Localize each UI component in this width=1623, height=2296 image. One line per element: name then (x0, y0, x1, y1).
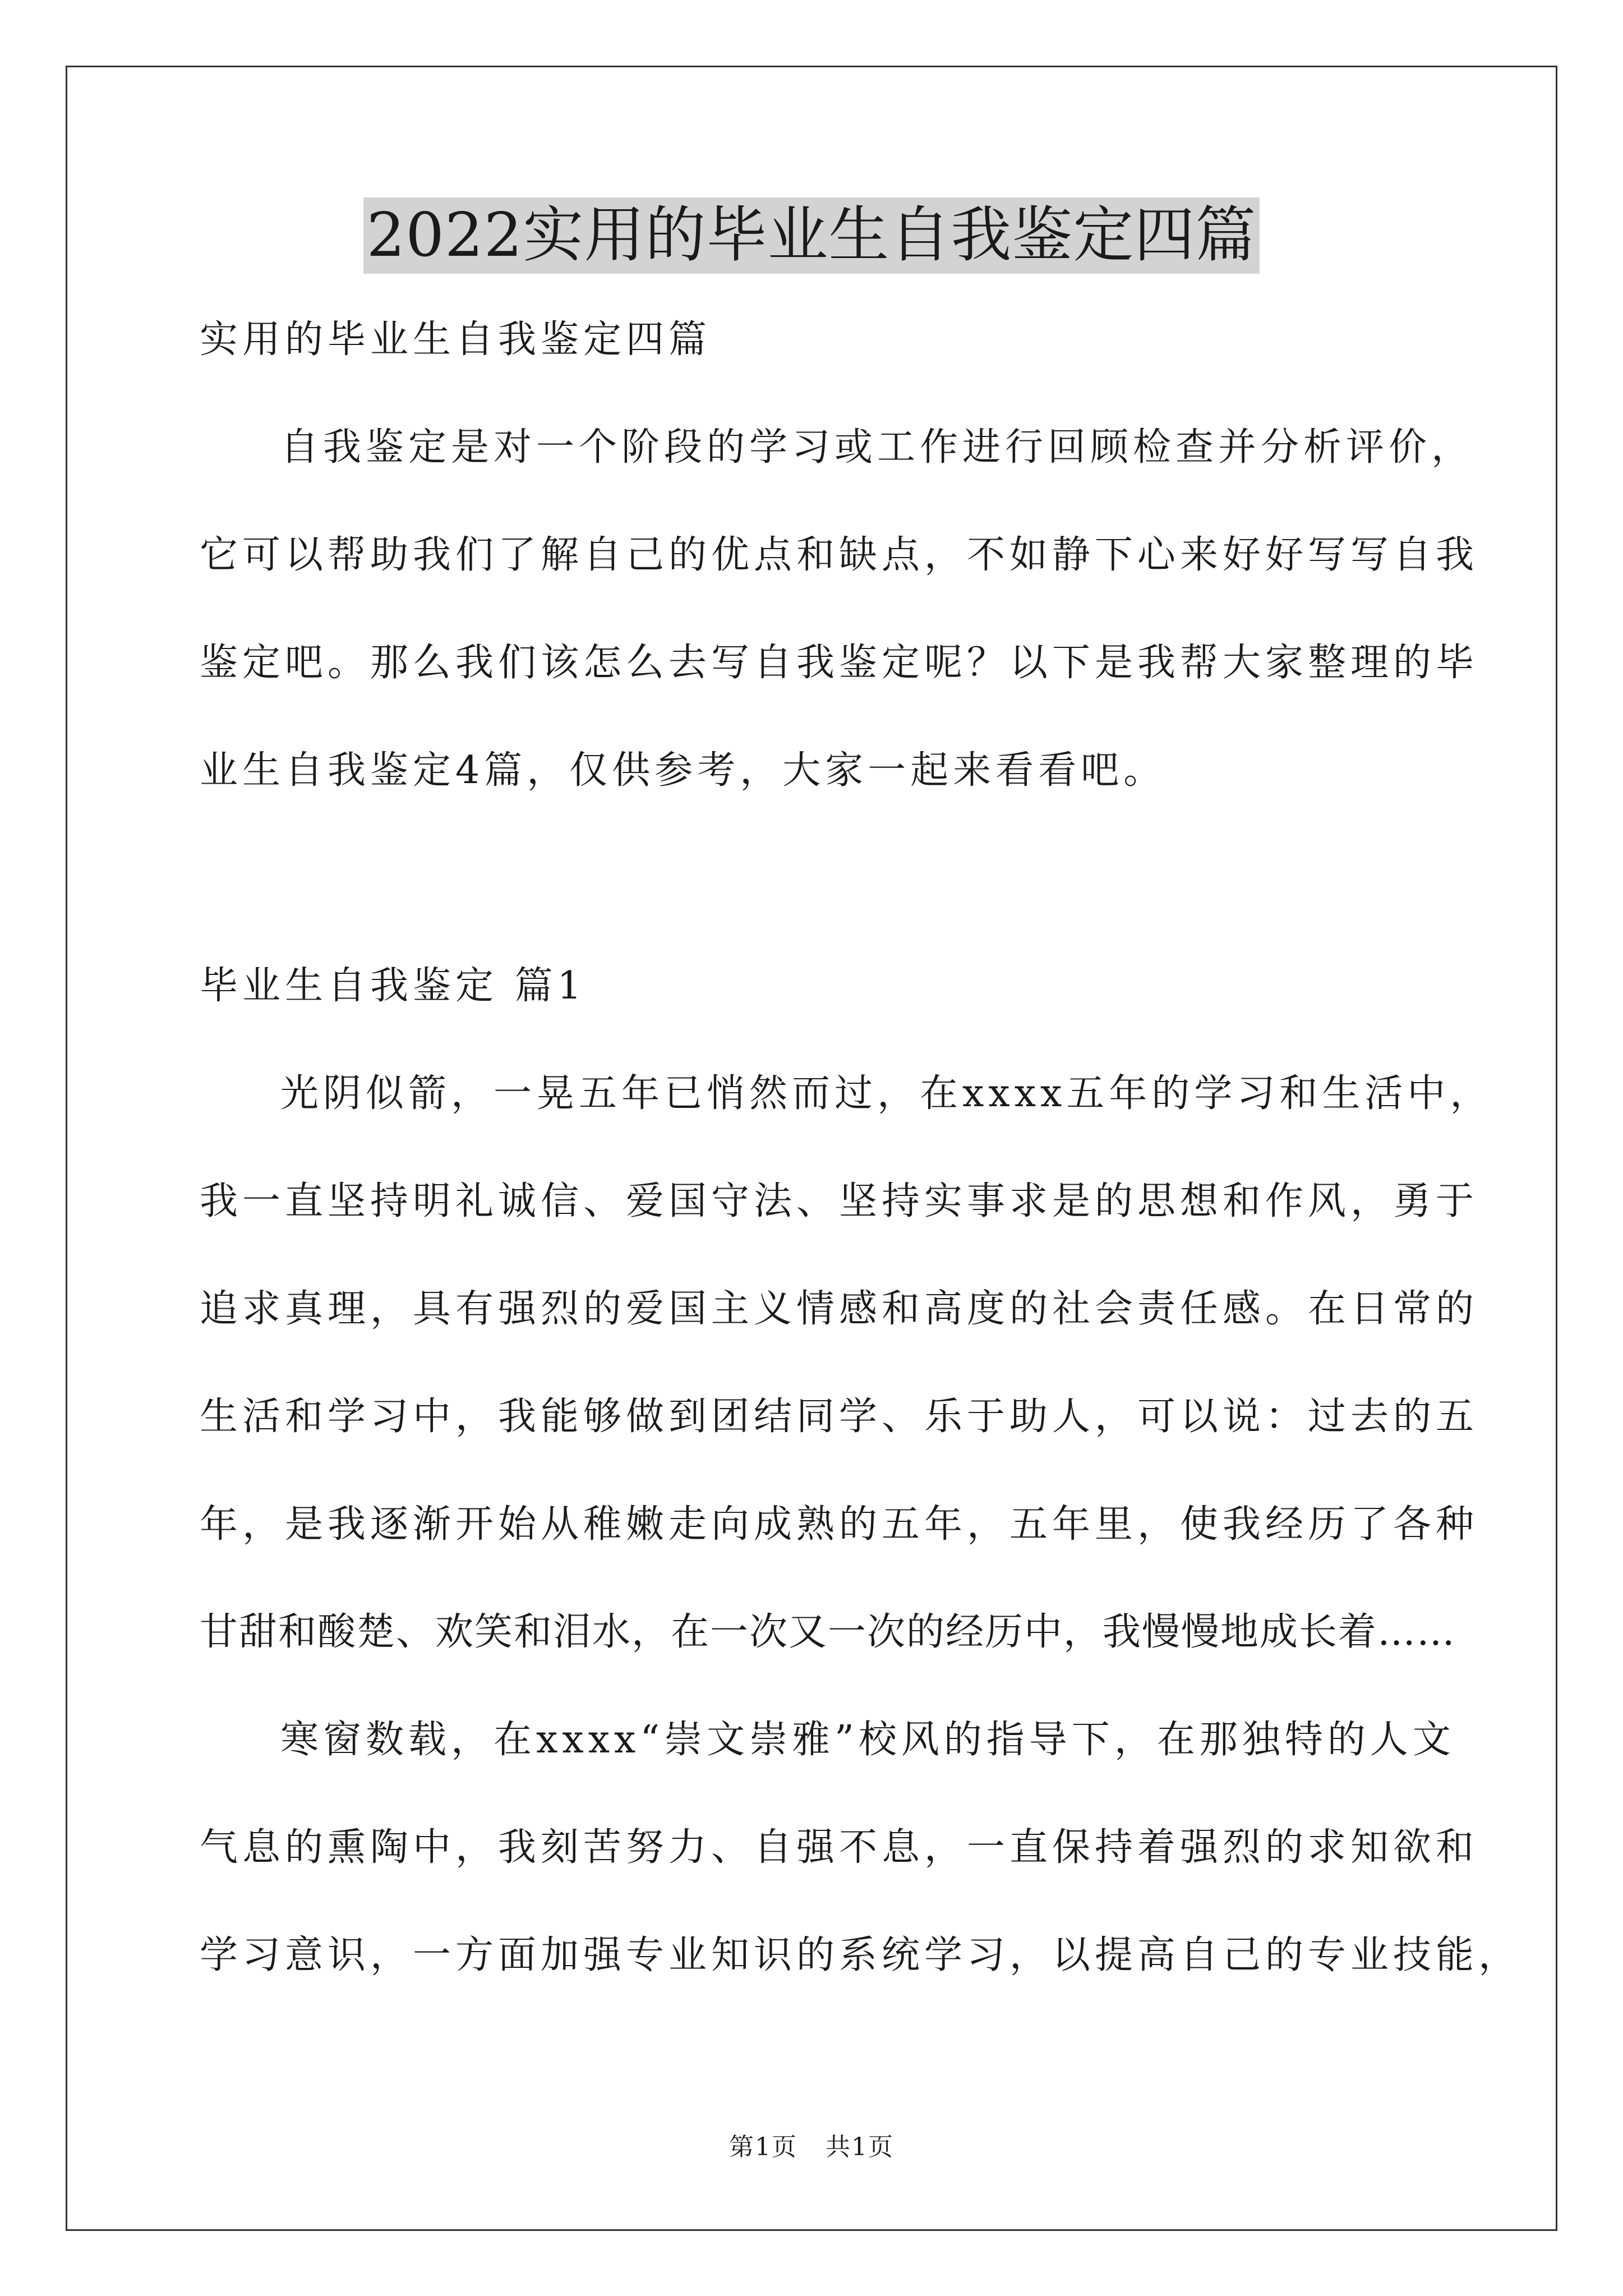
paragraph-line: 光阴似箭，一晃五年已悄然而过，在xxxx五年的学习和生活中， (280, 1071, 1493, 1116)
paragraph-line: 年，是我逐渐开始从稚嫩走向成熟的五年，五年里，使我经历了各种 (200, 1502, 1479, 1547)
intro-line: 自我鉴定是对一个阶段的学习或工作进行回顾检查并分析评价， (280, 425, 1474, 470)
subtitle: 实用的毕业生自我鉴定四篇 (200, 318, 712, 362)
title-container (0, 197, 1623, 274)
intro-line: 业生自我鉴定4篇，仅供参考，大家一起来看看吧。 (200, 748, 1166, 793)
document-title: 2022实用的毕业生自我鉴定四篇 (363, 197, 1260, 274)
intro-line: 鉴定吧。那么我们该怎么去写自我鉴定呢？以下是我帮大家整理的毕 (200, 641, 1479, 685)
paragraph-line: 追求真理，具有强烈的爱国主义情感和高度的社会责任感。在日常的 (200, 1287, 1479, 1331)
page-footer (0, 2132, 1623, 2163)
paragraph-line: 气息的熏陶中，我刻苦努力、自强不息，一直保持着强烈的求知欲和 (200, 1825, 1479, 1870)
page-number: 第1页 (729, 2133, 797, 2161)
paragraph-line: 学习意识，一方面加强专业知识的系统学习，以提高自己的专业技能， (200, 1933, 1521, 1977)
blank-line (200, 856, 1433, 964)
paragraph-line: 寒窗数载，在xxxx“崇文崇雅”校风的指导下，在那独特的人文 (280, 1718, 1455, 1762)
paragraph-line: 生活和学习中，我能够做到团结同学、乐于助人，可以说：过去的五 (200, 1395, 1479, 1439)
page-total: 共1页 (826, 2133, 894, 2161)
intro-line: 它可以帮助我们了解自己的优点和缺点，不如静下心来好好写写自我 (200, 533, 1479, 577)
paragraph-line: 我一直坚持明礼诚信、爱国守法、坚持实事求是的思想和作风，勇于 (200, 1179, 1479, 1223)
section-heading: 毕业生自我鉴定 篇1 (200, 964, 586, 1008)
paragraph-line: 甘甜和酸楚、欢笑和泪水，在一次又一次的经历中，我慢慢地成长着…… (200, 1610, 1456, 1654)
document-body (200, 318, 1521, 2041)
